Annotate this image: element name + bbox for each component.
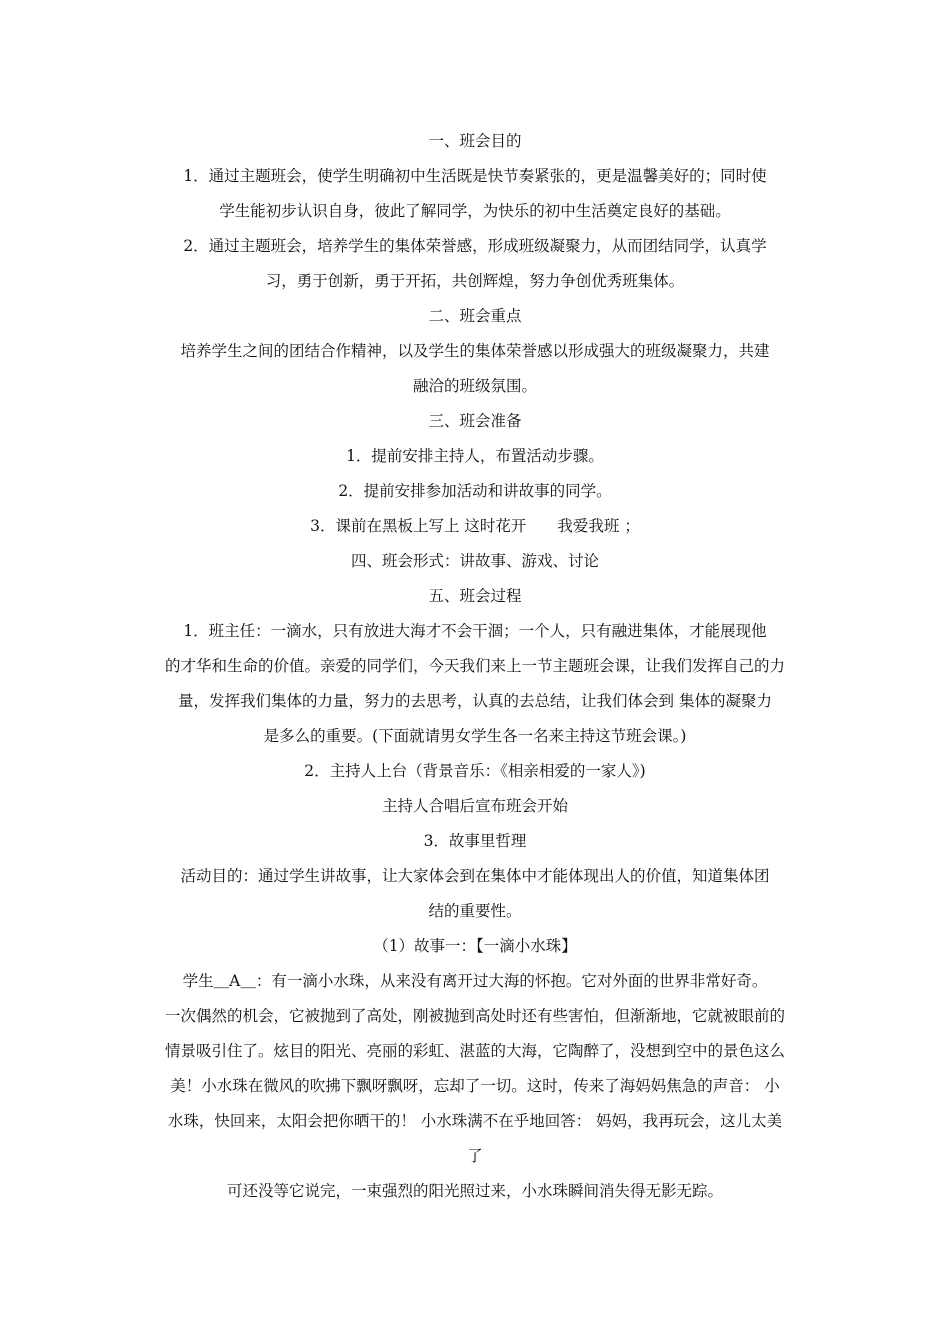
story-title: （1）故事一：【一滴小水珠】	[373, 937, 577, 955]
text-line: 一次偶然的机会，它被抛到了高处，刚被抛到高处时还有些害怕，但渐渐地，它就被眼前的	[164, 1007, 785, 1025]
document-body	[140, 124, 810, 1209]
text-line: 美！小水珠在微风的吹拂下飘呀飘呀，忘却了一切。这时，传来了海妈妈焦急的声音： 小	[170, 1077, 780, 1095]
section-heading-focus: 二、班会重点	[428, 307, 522, 325]
text-line: 融洽的班级氛围。	[412, 377, 537, 395]
text-line: 量，发挥我们集体的力量，努力的去思考，认真的去总结，让我们体会到 集体的凝聚力	[178, 692, 772, 710]
text-line: 1．班主任：一滴水，只有放进大海才不会干涸；一个人，只有融进集体，才能展现他	[183, 622, 767, 640]
section-heading-purpose: 一、班会目的	[428, 132, 522, 150]
text-line: 2．提前安排参加活动和讲故事的同学。	[338, 482, 612, 500]
text-line: 是多么的重要。(下面就请男女学生各一名来主持这节班会课。)	[263, 727, 687, 745]
text-line: 情景吸引住了。炫目的阳光、亮丽的彩虹、湛蓝的大海，它陶醉了，没想到空中的景色这么	[164, 1042, 785, 1060]
section-heading-preparation: 三、班会准备	[428, 412, 522, 430]
text-line: 2．通过主题班会，培养学生的集体荣誉感，形成班级凝聚力，从而团结同学，认真学	[183, 237, 767, 255]
text-line: 学生能初步认识自身，彼此了解同学，为快乐的初中生活奠定良好的基础。	[219, 202, 731, 220]
text-line: 活动目的：通过学生讲故事，让大家体会到在集体中才能体现出人的价值，知道集体团	[180, 867, 770, 885]
text-line: 主持人合唱后宣布班会开始	[381, 797, 568, 815]
text-line: 水珠，快回来，太阳会把你晒干的！ 小水珠满不在乎地回答： 妈妈，我再玩会，这儿太美	[167, 1112, 783, 1130]
text-line: 学生＿A＿：有一滴小水珠，从来没有离开过大海的怀抱。它对外面的世界非常好奇。	[182, 972, 768, 990]
text-line: 3．故事里哲理	[423, 832, 527, 850]
text-line: 1．通过主题班会，使学生明确初中生活既是快节奏紧张的，更是温馨美好的；同时使	[183, 167, 767, 185]
text-line: 了	[467, 1147, 483, 1165]
text-line: 结的重要性。	[428, 902, 522, 920]
section-heading-process: 五、班会过程	[428, 587, 522, 605]
text-line: 培养学生之间的团结合作精神，以及学生的集体荣誉感以形成强大的班级凝聚力，共建	[180, 342, 770, 360]
text-line: 习，勇于创新，勇于开拓，共创辉煌，努力争创优秀班集体。	[265, 272, 685, 290]
section-heading-format: 四、班会形式：讲故事、游戏、讨论	[350, 552, 599, 570]
text-line: 2．主持人上台（背景音乐：《相亲相爱的一家人》)	[304, 762, 646, 780]
text-line: 3．课前在黑板上写上 这时花开 我爱我班 ；	[310, 517, 640, 535]
text-line: 1．提前安排主持人，布置活动步骤。	[346, 447, 604, 465]
text-line: 的才华和生命的价值。亲爱的同学们，今天我们来上一节主题班会课，让我们发挥自己的力	[164, 657, 785, 675]
text-line: 可还没等它说完，一束强烈的阳光照过来，小水珠瞬间消失得无影无踪。	[226, 1182, 723, 1200]
